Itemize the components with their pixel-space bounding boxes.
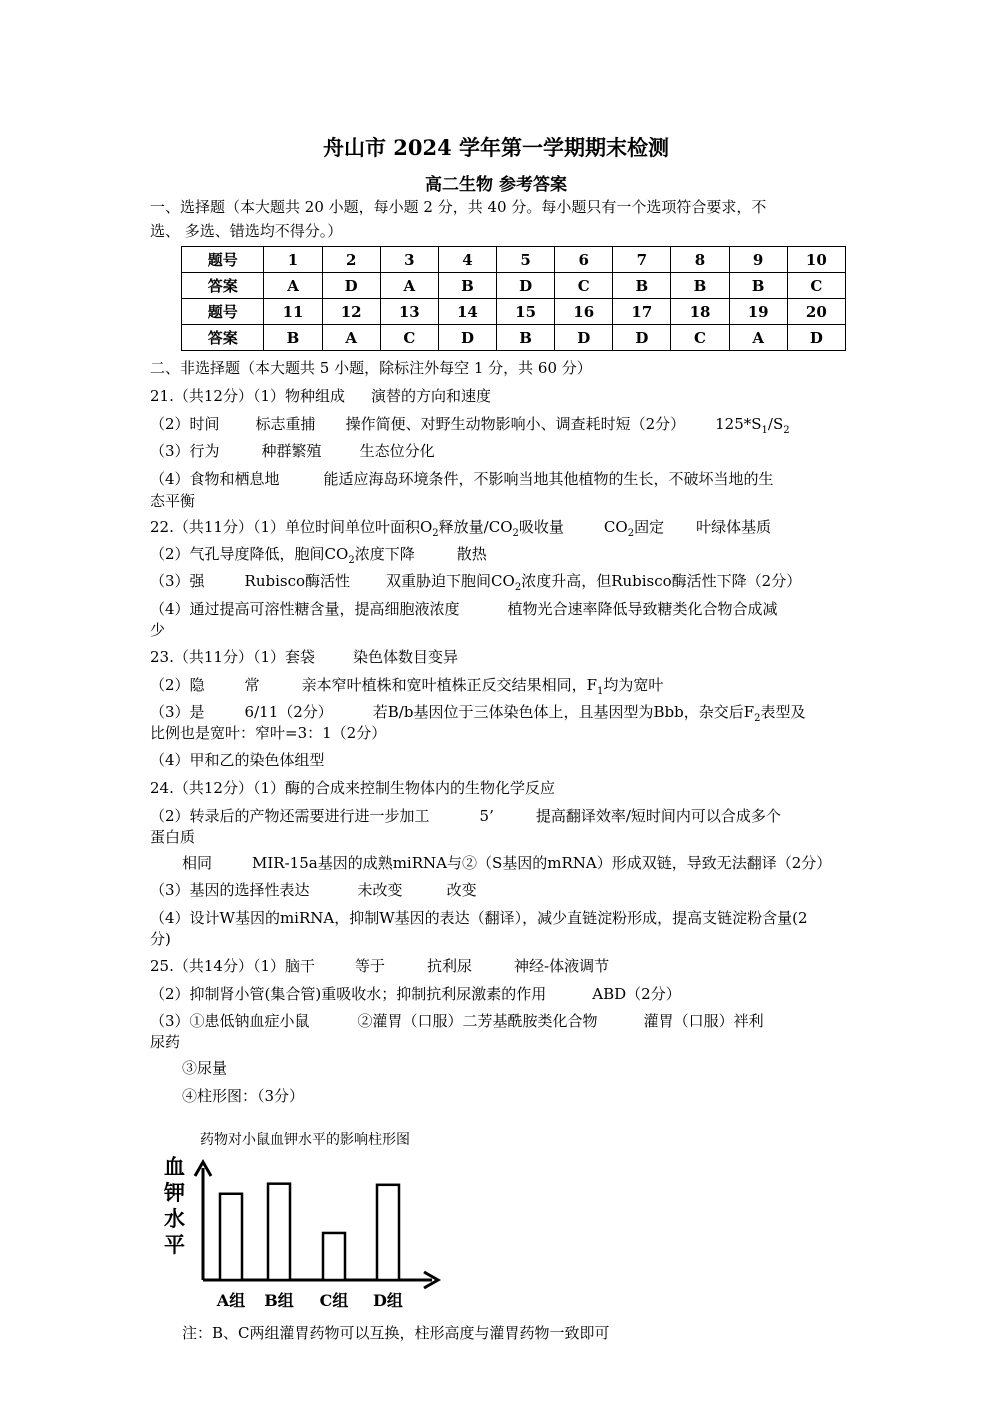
chart-title: 药物对小鼠血钾水平的影响柱形图 <box>200 1132 410 1148</box>
q24-l4a: （3）基因的选择性表达 <box>150 881 310 899</box>
q25-l1a: 25.（共14分）（1）脑干 <box>150 957 315 975</box>
q23-line2 <box>150 674 663 703</box>
table-cell: D <box>497 273 555 299</box>
q23-l3d: 比例也是宽叶：窄叶=3：1（2分） <box>150 724 387 742</box>
table-row <box>182 273 846 299</box>
table-cell: 6 <box>555 247 613 273</box>
q22-l3c: 双重胁迫下胞间$CO_2$浓度升高，但Rubisco酶活性下降（2分） <box>386 572 802 593</box>
q21-line2 <box>150 413 790 442</box>
chart-ylabel-char: 水 <box>164 1206 185 1231</box>
q25-l3b: ②灌胃（口服）二芳基酰胺类化合物 <box>357 1012 598 1030</box>
chart-x-label: A组 <box>216 1291 246 1310</box>
table-cell: 20 <box>787 299 845 325</box>
q21-l2a: （2）时间 <box>150 415 220 433</box>
q24-l5b: 分) <box>150 930 171 948</box>
chart-ylabel-char: 血 <box>164 1154 185 1179</box>
q21-l1b: 演替的方向和速度 <box>371 387 492 405</box>
table-cell: 17 <box>613 299 671 325</box>
table-cell: A <box>729 325 787 351</box>
q23-l3b: 6/11（2分） <box>244 703 333 721</box>
q25-line3 <box>150 1010 764 1032</box>
q24-l4c: 改变 <box>446 881 477 899</box>
bar-chart <box>160 1126 460 1316</box>
q23-l2a: （2）隐 <box>150 676 205 694</box>
q24-l2d: 蛋白质 <box>150 828 196 846</box>
q23-l1b: 染色体数目变异 <box>353 648 459 666</box>
q21-l2d: $125*S_1/S_2$ <box>715 415 790 436</box>
q21-l4c: 态平衡 <box>150 492 196 510</box>
q24-l5a: （4）设计W基因的miRNA，抑制W基因的表达（翻译），减少直链淀粉形成，提高支链淀粉含量(2 <box>150 909 808 927</box>
q25-l1b: 等于 <box>355 957 386 975</box>
table-cell: B <box>613 273 671 299</box>
table-cell: 12 <box>322 299 380 325</box>
table-cell: A <box>264 273 322 299</box>
q22-l3a: （3）强 <box>150 572 205 590</box>
q21-line1 <box>150 385 491 407</box>
q24-l3b: MIR-15a基因的成熟miRNA与②（S基因的mRNA）形成双链，导致无法翻译（2分） <box>252 854 832 872</box>
q24-l3a: 相同 <box>182 854 213 872</box>
section1-heading-line1: 一、选择题（本大题共 20 小题，每小题 2 分，共 40 分。每小题只有一个选项符合要求，不 <box>150 198 767 216</box>
table-cell-label: 答案 <box>182 273 264 299</box>
q22-line2 <box>150 543 487 572</box>
table-cell: C <box>787 273 845 299</box>
chart-bar <box>323 1233 345 1280</box>
q22-l4a: （4）通过提高可溶性糖含量，提高细胞液浓度 <box>150 600 460 618</box>
q24-l2c: 提高翻译效率/短时间内可以合成多个 <box>535 807 781 825</box>
table-cell: D <box>555 325 613 351</box>
chart-bar <box>220 1194 242 1280</box>
table-cell: B <box>671 273 729 299</box>
q23-line1 <box>150 646 458 668</box>
q22-l2b: 散热 <box>456 545 487 563</box>
q24-line3 <box>182 852 831 874</box>
table-cell: C <box>671 325 729 351</box>
table-cell: C <box>380 325 438 351</box>
table-cell: 2 <box>322 247 380 273</box>
table-cell: 4 <box>438 247 496 273</box>
page-subtitle: 高二生物 参考答案 <box>425 175 567 195</box>
q21-l2c: 操作简便、对野生动物影响小、调查耗时短（2分） <box>345 415 686 433</box>
q25-l2a: （2）抑制肾小管(集合管)重吸收水；抑制抗利尿激素的作用 <box>150 985 547 1003</box>
q23-l4: （4）甲和乙的染色体组型 <box>150 751 325 769</box>
table-cell: B <box>264 325 322 351</box>
chart-bar <box>268 1184 290 1280</box>
chart-note: 注：B、C两组灌胃药物可以互换，柱形高度与灌胃药物一致即可 <box>182 1324 610 1342</box>
table-cell: C <box>555 273 613 299</box>
q25-l3a: （3）①患低钠血症小鼠 <box>150 1012 310 1030</box>
q24-l2b: 5’ <box>479 807 494 825</box>
q25-l1d: 神经-体液调节 <box>514 957 610 975</box>
q25-line1 <box>150 955 609 977</box>
table-cell: 13 <box>380 299 438 325</box>
table-cell: D <box>438 325 496 351</box>
table-cell: 5 <box>497 247 555 273</box>
q21-l4a: （4）食物和栖息地 <box>150 470 280 488</box>
table-cell: B <box>729 273 787 299</box>
q21-l3a: （3）行为 <box>150 442 220 460</box>
q24-line4 <box>150 879 477 901</box>
table-row <box>182 325 846 351</box>
answer-table <box>181 246 846 351</box>
chart-x-label: B组 <box>264 1291 294 1310</box>
q21-l1a: 21.（共12分）（1）物种组成 <box>150 387 345 405</box>
section1-heading-line2: 选、 多选、错选均不得分。） <box>150 222 343 240</box>
table-cell: 11 <box>264 299 322 325</box>
q23-l3c: 若B/b基因位于三体染色体上，且基因型为Bbb，杂交后$F_2$表型及 <box>372 703 806 724</box>
q23-l3a: （3）是 <box>150 703 205 721</box>
table-cell: 3 <box>380 247 438 273</box>
table-cell-label: 题号 <box>182 247 264 273</box>
chart-ylabel <box>163 1154 185 1257</box>
q25-l3d: 尿药 <box>150 1033 181 1051</box>
q24-l2a: （2）转录后的产物还需要进行进一步加工 <box>150 807 430 825</box>
q21-line3 <box>150 440 435 462</box>
q22-l4c: 少 <box>150 621 166 639</box>
q24-l1: 24.（共12分）（1）酶的合成来控制生物体内的生物化学反应 <box>150 779 555 797</box>
q22-line3 <box>150 570 801 599</box>
table-cell-label: 答案 <box>182 325 264 351</box>
table-cell: 8 <box>671 247 729 273</box>
q22-l1c: 叶绿体基质 <box>696 518 772 536</box>
table-cell: B <box>438 273 496 299</box>
chart-ylabel-char: 平 <box>164 1232 185 1257</box>
q22-l4b: 植物光合速率降低导致糖类化合物合成减 <box>507 600 778 618</box>
table-cell: B <box>497 325 555 351</box>
table-cell: 18 <box>671 299 729 325</box>
q21-l2b: 标志重捕 <box>255 415 316 433</box>
table-row <box>182 299 846 325</box>
table-cell: 1 <box>264 247 322 273</box>
table-cell: 19 <box>729 299 787 325</box>
chart-x-label: D组 <box>373 1291 403 1310</box>
q24-l4b: 未改变 <box>357 881 403 899</box>
table-cell: A <box>322 325 380 351</box>
q21-l3b: 种群繁殖 <box>261 442 322 460</box>
table-cell-label: 题号 <box>182 299 264 325</box>
q25-l3c: 灌胃（口服）袢利 <box>643 1012 764 1030</box>
q22-l2a: （2）气孔导度降低，胞间$CO_2$浓度下降 <box>150 545 415 566</box>
q23-l2b: 常 <box>244 676 260 694</box>
q22-line4 <box>150 598 778 620</box>
q22-line1 <box>150 516 771 545</box>
table-cell: 10 <box>787 247 845 273</box>
table-cell: 14 <box>438 299 496 325</box>
q25-line2 <box>150 983 681 1005</box>
section2-heading: 二、非选择题（本大题共 5 小题，除标注外每空 1 分，共 60 分） <box>150 359 592 377</box>
table-cell: 15 <box>497 299 555 325</box>
q25-l4: ③尿量 <box>182 1059 228 1077</box>
chart-bar <box>377 1185 399 1280</box>
table-cell: D <box>613 325 671 351</box>
q25-l2b: ABD（2分） <box>592 985 681 1003</box>
q23-l2c: 亲本窄叶植株和宽叶植株正反交结果相同，$F_1$均为宽叶 <box>301 676 664 697</box>
q22-l3b: Rubisco酶活性 <box>244 572 351 590</box>
table-cell: A <box>380 273 438 299</box>
q25-l1c: 抗利尿 <box>427 957 473 975</box>
q22-l1b: $CO_2$固定 <box>603 518 665 539</box>
q21-line4 <box>150 468 774 490</box>
q23-l1a: 23.（共11分）（1）套袋 <box>150 648 315 666</box>
q21-l4b: 能适应海岛环境条件，不影响当地其他植物的生长，不破坏当地的生 <box>323 470 774 488</box>
table-cell: D <box>787 325 845 351</box>
chart-ylabel-char: 钾 <box>164 1180 185 1205</box>
table-cell: 9 <box>729 247 787 273</box>
table-cell: 16 <box>555 299 613 325</box>
table-row <box>182 247 846 273</box>
page-title: 舟山市 2024 学年第一学期期末检测 <box>322 135 670 160</box>
q25-l5: ④柱形图：（3分） <box>182 1087 305 1105</box>
table-cell: 7 <box>613 247 671 273</box>
chart-x-label: C组 <box>319 1291 349 1310</box>
q22-l1a: 22.（共11分）（1）单位时间单位叶面积$O_2$释放量$/CO_2$吸收量 <box>150 518 564 539</box>
table-cell: D <box>322 273 380 299</box>
q24-line2 <box>150 805 781 827</box>
q21-l3c: 生态位分化 <box>359 442 435 460</box>
